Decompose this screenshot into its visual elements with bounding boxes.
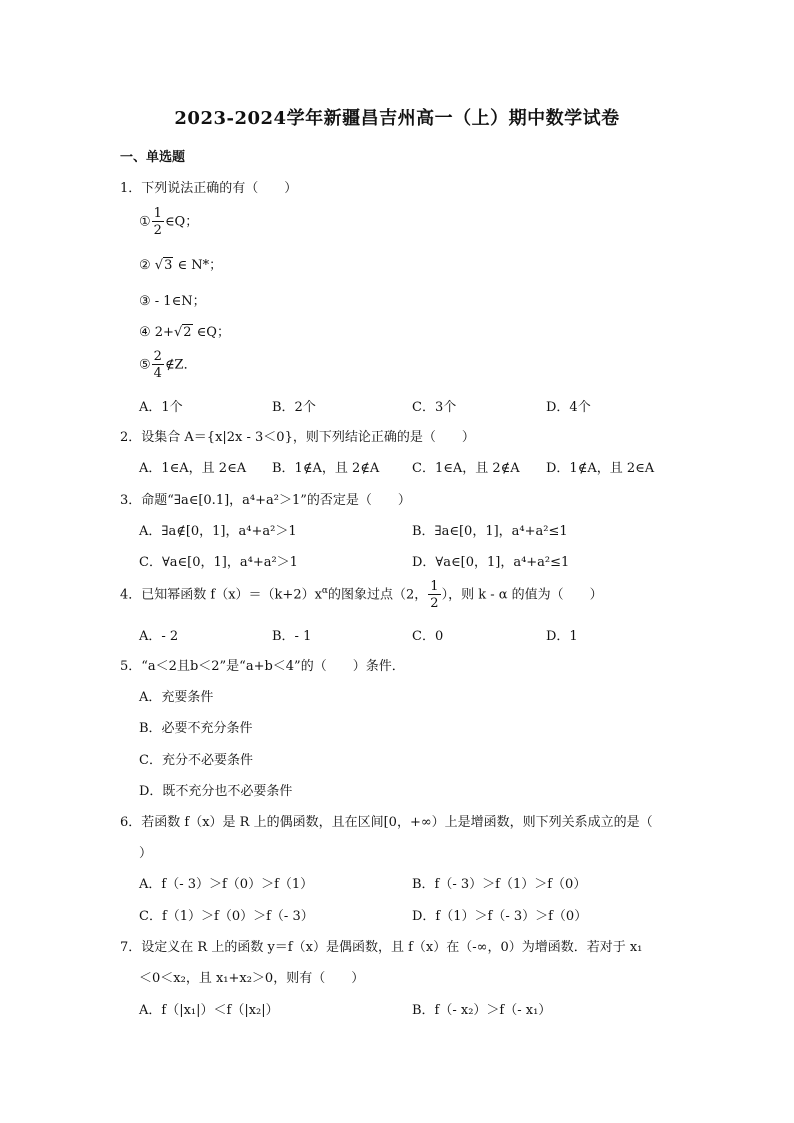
q1-statement-5: ⑤ $\frac{2}{4}$ ∉Z． xyxy=(139,349,197,381)
q1-option-c: C．3个 xyxy=(412,400,457,415)
q7-stem: 7．设定义在 R 上的函数 y＝f（x）是偶函数，且 f（x）在（-∞，0）为增函数．若对于 x₁ xyxy=(120,940,643,955)
q1-option-b: B．2个 xyxy=(272,400,316,415)
q5-option-b: B．必要不充分条件 xyxy=(139,721,253,736)
q6-option-b: B．f（- 3）＞f（1）＞f（0） xyxy=(412,877,587,892)
q4-option-a: A．- 2 xyxy=(139,629,179,644)
q2-option-c: C．1∈A，且 2∉A xyxy=(412,461,520,476)
q6-stem: 6．若函数 f（x）是 R 上的偶函数，且在区间[0，+∞）上是增函数，则下列关系成立的是（ xyxy=(120,815,653,830)
q6-option-c: C．f（1）＞f（0）＞f（- 3） xyxy=(139,909,314,924)
q1-statement-3: ③ - 1∈N； xyxy=(139,294,206,309)
q7-option-a: A．f（|x₁|）＜f（|x₂|） xyxy=(139,1003,279,1018)
q7-stem-cont: ＜0＜x₂，且 x₁+x₂＞0，则有（ ） xyxy=(139,971,365,986)
q3-option-c: C．∀a∈[0，1]，a⁴+a²＞1 xyxy=(139,555,298,570)
q4-option-c: C．0 xyxy=(412,629,444,644)
q1-statement-2: ② √3 ∈ N*； xyxy=(139,258,223,273)
q4-option-b: B．- 1 xyxy=(272,629,312,644)
q2-stem: 2．设集合 A＝{x|2x - 3＜0}，则下列结论正确的是（ ） xyxy=(120,430,475,445)
q2-option-b: B．1∉A，且 2∉A xyxy=(272,461,380,476)
section-heading: 一、单选题 xyxy=(120,150,186,165)
q3-option-b: B．∃a∈[0，1]，a⁴+a²≤1 xyxy=(412,524,568,539)
q3-stem: 3．命题“∃a∈[0.1]，a⁴+a²＞1”的否定是（ ） xyxy=(120,493,411,508)
q5-option-c: C．充分不必要条件 xyxy=(139,753,253,768)
q5-option-a: A．充要条件 xyxy=(139,690,214,705)
q5-stem: 5．“a＜2且b＜2”是“a+b＜4”的（ ）条件． xyxy=(120,659,405,674)
fraction-one-half-point: $\frac{1}{2}$ xyxy=(430,579,439,611)
q5-option-d: D．既不充分也不必要条件 xyxy=(139,784,293,799)
q4-option-d: D．1 xyxy=(546,629,578,644)
fraction-one-half: $\frac{1}{2}$ xyxy=(153,206,162,238)
paper-title: 2023-2024学年新疆昌吉州高一（上）期中数学试卷 xyxy=(174,108,620,129)
fraction-two-fourths: $\frac{2}{4}$ xyxy=(153,349,162,381)
q1-statement-4: ④ 2+√2 ∈Q； xyxy=(139,325,230,340)
q6-option-a: A．f（- 3）＞f（0）＞f（1） xyxy=(139,877,314,892)
q2-option-d: D．1∉A，且 2∈A xyxy=(546,461,655,476)
q3-option-a: A．∃a∉[0，1]，a⁴+a²＞1 xyxy=(139,524,297,539)
q6-option-d: D．f（1）＞f（- 3）＞f（0） xyxy=(412,909,588,924)
q1-option-d: D．4个 xyxy=(546,400,591,415)
q1-statement-1: ① $\frac{1}{2}$ ∈Q； xyxy=(139,206,199,238)
q1-stem: 1．下列说法正确的有（ ） xyxy=(120,181,298,196)
q6-stem-cont: ） xyxy=(139,846,153,861)
q7-option-b: B．f（- x₂）＞f（- x₁） xyxy=(412,1003,552,1018)
q1-option-a: A．1个 xyxy=(139,400,183,415)
q4-stem: 4．已知幂函数 $f(x)=(k+2)x^\alpha$的图象过点（2， $\frac{1}{2}$ ），则 k - α 的值为（ ） xyxy=(120,579,603,611)
q2-option-a: A．1∈A，且 2∈A xyxy=(139,461,247,476)
q3-option-d: D．∀a∈[0，1]，a⁴+a²≤1 xyxy=(412,555,570,570)
